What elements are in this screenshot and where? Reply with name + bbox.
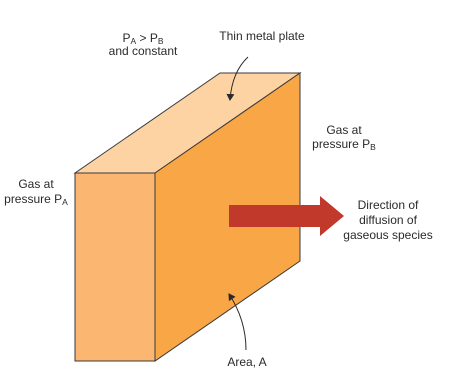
pressure-relation-label: PA > PB [122, 31, 164, 46]
area-label: Area, A [227, 355, 267, 369]
plate-front-face [75, 173, 155, 361]
gas-b-label-line2: pressure PB [312, 137, 376, 152]
gas-a-label-line1: Gas at [18, 177, 54, 191]
direction-label-line1: Direction of [357, 198, 419, 212]
gas-b-label-line1: Gas at [326, 123, 362, 137]
gas-a-label-line2: pressure PA [4, 192, 68, 207]
direction-label-line3: gaseous species [343, 228, 433, 242]
plate-label: Thin metal plate [219, 29, 305, 43]
pressure-constant-label: and constant [108, 44, 178, 58]
direction-label-line2: diffusion of [359, 213, 417, 227]
